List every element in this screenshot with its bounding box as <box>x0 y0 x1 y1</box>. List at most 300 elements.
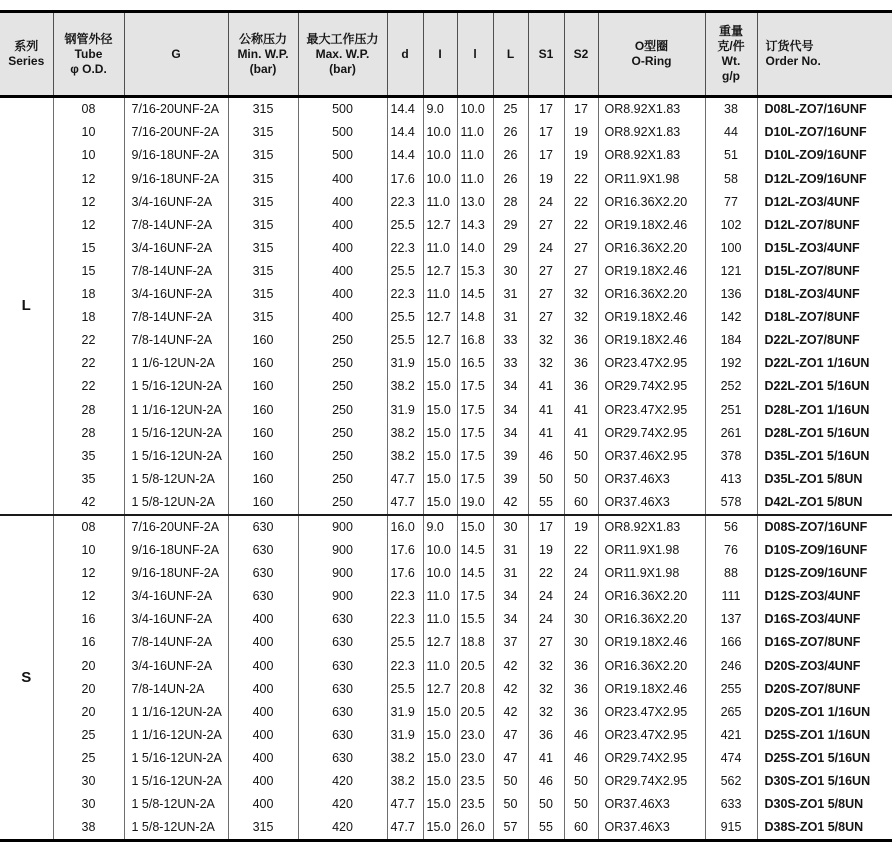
cell-s2: 30 <box>564 608 598 631</box>
cell-ell: 16.8 <box>457 329 493 352</box>
cell-oring: OR19.18X2.46 <box>598 306 705 329</box>
cell-minwp: 315 <box>228 167 298 190</box>
cell-oring: OR29.74X2.95 <box>598 375 705 398</box>
cell-s1: 17 <box>528 121 564 144</box>
cell-g: 1 5/8-12UN-2A <box>124 816 228 841</box>
cell-minwp: 400 <box>228 677 298 700</box>
cell-lcap: 50 <box>493 770 528 793</box>
cell-maxwp: 400 <box>298 237 387 260</box>
cell-g: 7/8-14UNF-2A <box>124 260 228 283</box>
cell-i: 15.0 <box>423 793 457 816</box>
fitting-spec-table <box>0 10 892 842</box>
cell-wt: 137 <box>705 608 757 631</box>
header-label-line: (bar) <box>329 61 356 76</box>
cell-maxwp: 250 <box>298 329 387 352</box>
cell-ell: 14.5 <box>457 283 493 306</box>
cell-lcap: 26 <box>493 144 528 167</box>
header-cell-s1 <box>528 12 564 97</box>
cell-minwp: 160 <box>228 375 298 398</box>
table-row <box>0 816 892 841</box>
cell-oring: OR19.18X2.46 <box>598 329 705 352</box>
cell-i: 15.0 <box>423 398 457 421</box>
cell-s1: 41 <box>528 375 564 398</box>
cell-minwp: 400 <box>228 724 298 747</box>
cell-s1: 50 <box>528 793 564 816</box>
cell-maxwp: 400 <box>298 213 387 236</box>
cell-minwp: 400 <box>228 793 298 816</box>
cell-ell: 17.5 <box>457 421 493 444</box>
header-cell-g <box>124 12 228 97</box>
cell-minwp: 315 <box>228 97 298 122</box>
cell-tube: 16 <box>53 608 124 631</box>
cell-minwp: 630 <box>228 562 298 585</box>
cell-order: D08S-ZO7/16UNF <box>757 515 892 539</box>
cell-s2: 32 <box>564 283 598 306</box>
cell-order: D30S-ZO1 5/16UN <box>764 774 871 789</box>
cell-maxwp: 500 <box>298 144 387 167</box>
cell-d: 22.3 <box>387 283 423 306</box>
header-label-line: Series <box>8 54 45 68</box>
cell-oring: OR23.47X2.95 <box>598 398 705 421</box>
cell-lcap: 31 <box>493 539 528 562</box>
cell-i: 15.0 <box>423 352 457 375</box>
header-row <box>0 12 892 97</box>
cell-i: 15.0 <box>423 421 457 444</box>
cell-d: 25.5 <box>387 329 423 352</box>
header-label-line: g/p <box>722 69 740 83</box>
cell-s1: 46 <box>528 444 564 467</box>
cell-minwp: 630 <box>228 585 298 608</box>
cell-maxwp: 630 <box>298 677 387 700</box>
cell-maxwp: 400 <box>298 306 387 329</box>
cell-oring: OR23.47X2.95 <box>598 700 705 723</box>
cell-maxwp: 400 <box>298 190 387 213</box>
cell-wt: 58 <box>705 167 757 190</box>
cell-d: 31.9 <box>387 352 423 375</box>
cell-order: D12S-ZO3/4UNF <box>764 589 861 604</box>
cell-lcap: 42 <box>493 491 528 515</box>
cell-tube: 12 <box>53 213 124 236</box>
cell-lcap: 30 <box>493 515 528 539</box>
cell-i: 11.0 <box>423 608 457 631</box>
cell-s2: 24 <box>564 562 598 585</box>
cell-i: 12.7 <box>423 631 457 654</box>
cell-wt: 251 <box>705 398 757 421</box>
cell-tube: 18 <box>53 306 124 329</box>
cell-wt: 44 <box>705 121 757 144</box>
cell-tube: 12 <box>53 167 124 190</box>
table-row <box>0 793 892 816</box>
cell-s1: 27 <box>528 260 564 283</box>
cell-s1: 32 <box>528 677 564 700</box>
cell-order: D22L-ZO7/8UNF <box>764 333 860 348</box>
header-label-line: 克/件 <box>717 39 745 53</box>
cell-maxwp: 900 <box>298 539 387 562</box>
cell-s1: 32 <box>528 654 564 677</box>
cell-lcap: 39 <box>493 468 528 491</box>
cell-ell: 17.5 <box>457 398 493 421</box>
cell-i: 10.0 <box>423 539 457 562</box>
header-cell-lcap <box>493 12 528 97</box>
cell-s2: 36 <box>564 329 598 352</box>
cell-lcap: 25 <box>493 97 528 122</box>
cell-lcap: 28 <box>493 190 528 213</box>
table-row <box>0 585 892 608</box>
cell-lcap: 31 <box>493 306 528 329</box>
cell-order: D28L-ZO1 5/16UN <box>764 425 870 440</box>
cell-i: 9.0 <box>423 97 457 122</box>
cell-i: 15.0 <box>423 816 457 841</box>
cell-d: 47.7 <box>387 491 423 515</box>
cell-order: D35L-ZO1 5/16UN <box>764 448 870 463</box>
cell-wt: 633 <box>705 793 757 816</box>
cell-s2: 17 <box>564 97 598 122</box>
cell-minwp: 160 <box>228 444 298 467</box>
cell-s2: 50 <box>564 444 598 467</box>
table-row <box>0 770 892 793</box>
table-row <box>0 539 892 562</box>
table-row <box>0 283 892 306</box>
cell-minwp: 160 <box>228 491 298 515</box>
cell-maxwp: 400 <box>298 283 387 306</box>
cell-wt: 421 <box>705 724 757 747</box>
cell-s2: 50 <box>564 770 598 793</box>
table-row <box>0 213 892 236</box>
cell-lcap: 57 <box>493 816 528 841</box>
cell-order: D16S-ZO3/4UNF <box>764 612 861 627</box>
cell-minwp: 315 <box>228 213 298 236</box>
cell-minwp: 315 <box>228 283 298 306</box>
header-label-line: Max. W.P. <box>315 46 370 61</box>
cell-oring: OR37.46X3 <box>598 816 705 841</box>
series-label: L <box>0 97 53 515</box>
cell-wt: 136 <box>705 283 757 306</box>
header-label-line: Order No. <box>765 54 821 68</box>
cell-order: D25S-ZO1 5/16UN <box>764 750 871 765</box>
cell-tube: 35 <box>53 444 124 467</box>
cell-wt: 252 <box>705 375 757 398</box>
cell-g: 1 5/8-12UN-2A <box>124 468 228 491</box>
cell-s1: 32 <box>528 700 564 723</box>
cell-lcap: 30 <box>493 260 528 283</box>
cell-ell: 14.0 <box>457 237 493 260</box>
table-row <box>0 237 892 260</box>
cell-lcap: 42 <box>493 654 528 677</box>
header-cell-order <box>757 12 892 97</box>
cell-minwp: 400 <box>228 747 298 770</box>
cell-wt: 111 <box>705 585 757 608</box>
cell-d: 22.3 <box>387 237 423 260</box>
cell-minwp: 160 <box>228 468 298 491</box>
cell-wt: 578 <box>705 491 757 515</box>
cell-oring: OR16.36X2.20 <box>598 585 705 608</box>
cell-s1: 17 <box>528 97 564 122</box>
cell-minwp: 315 <box>228 306 298 329</box>
cell-tube: 22 <box>53 375 124 398</box>
cell-ell: 14.5 <box>457 539 493 562</box>
cell-d: 22.3 <box>387 190 423 213</box>
cell-g: 3/4-16UNF-2A <box>124 237 228 260</box>
cell-tube: 10 <box>53 539 124 562</box>
cell-tube: 20 <box>53 700 124 723</box>
cell-s2: 36 <box>564 654 598 677</box>
cell-wt: 38 <box>705 97 757 122</box>
cell-tube: 10 <box>53 144 124 167</box>
cell-s1: 32 <box>528 329 564 352</box>
cell-lcap: 42 <box>493 700 528 723</box>
cell-i: 15.0 <box>423 770 457 793</box>
cell-i: 10.0 <box>423 167 457 190</box>
cell-ell: 18.8 <box>457 631 493 654</box>
cell-wt: 261 <box>705 421 757 444</box>
cell-tube: 15 <box>53 260 124 283</box>
cell-g: 9/16-18UNF-2A <box>124 167 228 190</box>
cell-i: 11.0 <box>423 654 457 677</box>
cell-d: 25.5 <box>387 260 423 283</box>
cell-tube: 30 <box>53 793 124 816</box>
table-row <box>0 515 892 539</box>
table-row <box>0 444 892 467</box>
cell-ell: 17.5 <box>457 585 493 608</box>
cell-maxwp: 250 <box>298 421 387 444</box>
cell-s2: 36 <box>564 352 598 375</box>
cell-tube: 25 <box>53 747 124 770</box>
cell-lcap: 34 <box>493 585 528 608</box>
cell-order: D10S-ZO9/16UNF <box>764 543 868 558</box>
table-row <box>0 724 892 747</box>
cell-oring: OR8.92X1.83 <box>598 144 705 167</box>
cell-order: D18L-ZO3/4UNF <box>764 287 860 302</box>
header-label-line: l <box>473 46 477 61</box>
cell-minwp: 630 <box>228 515 298 539</box>
cell-minwp: 630 <box>228 539 298 562</box>
cell-i: 12.7 <box>423 329 457 352</box>
cell-lcap: 47 <box>493 747 528 770</box>
table-row <box>0 608 892 631</box>
cell-oring: OR16.36X2.20 <box>598 190 705 213</box>
table-row <box>0 306 892 329</box>
cell-tube: 25 <box>53 724 124 747</box>
cell-maxwp: 400 <box>298 167 387 190</box>
cell-maxwp: 250 <box>298 352 387 375</box>
cell-tube: 15 <box>53 237 124 260</box>
cell-tube: 35 <box>53 468 124 491</box>
cell-g: 1 5/8-12UN-2A <box>124 491 228 515</box>
cell-wt: 192 <box>705 352 757 375</box>
cell-ell: 23.5 <box>457 770 493 793</box>
cell-ell: 20.5 <box>457 654 493 677</box>
cell-lcap: 34 <box>493 398 528 421</box>
cell-order: D12L-ZO7/8UNF <box>764 217 860 232</box>
cell-d: 16.0 <box>387 515 423 539</box>
cell-order: D20S-ZO3/4UNF <box>764 658 861 673</box>
cell-minwp: 315 <box>228 190 298 213</box>
cell-i: 15.0 <box>423 491 457 515</box>
cell-d: 14.4 <box>387 97 423 122</box>
cell-i: 12.7 <box>423 306 457 329</box>
cell-lcap: 50 <box>493 793 528 816</box>
cell-d: 17.6 <box>387 539 423 562</box>
cell-wt: 166 <box>705 631 757 654</box>
cell-g: 7/8-14UNF-2A <box>124 213 228 236</box>
cell-lcap: 33 <box>493 329 528 352</box>
header-cell-minwp <box>228 12 298 97</box>
cell-oring: OR23.47X2.95 <box>598 724 705 747</box>
cell-minwp: 315 <box>228 260 298 283</box>
header-label-line: 公称压力 <box>238 31 287 46</box>
cell-oring: OR11.9X1.98 <box>598 562 705 585</box>
cell-oring: OR8.92X1.83 <box>598 515 705 539</box>
cell-order: D30S-ZO1 5/8UN <box>764 797 864 812</box>
header-label-line: φ O.D. <box>70 61 107 76</box>
cell-ell: 15.5 <box>457 608 493 631</box>
cell-d: 38.2 <box>387 444 423 467</box>
cell-s1: 55 <box>528 816 564 841</box>
cell-s1: 24 <box>528 237 564 260</box>
cell-order: D12L-ZO9/16UNF <box>764 171 867 186</box>
cell-order: D22L-ZO1 1/16UN <box>764 356 870 371</box>
cell-order: D38S-ZO1 5/8UN <box>764 820 864 835</box>
table-body <box>0 97 892 841</box>
cell-wt: 184 <box>705 329 757 352</box>
cell-g: 7/8-14UNF-2A <box>124 631 228 654</box>
cell-s2: 46 <box>564 747 598 770</box>
cell-lcap: 26 <box>493 167 528 190</box>
cell-i: 9.0 <box>423 515 457 539</box>
cell-s1: 27 <box>528 631 564 654</box>
cell-i: 10.0 <box>423 144 457 167</box>
cell-oring: OR8.92X1.83 <box>598 121 705 144</box>
cell-d: 25.5 <box>387 631 423 654</box>
cell-d: 38.2 <box>387 375 423 398</box>
cell-i: 12.7 <box>423 677 457 700</box>
cell-g: 7/16-20UNF-2A <box>124 515 228 539</box>
cell-i: 15.0 <box>423 468 457 491</box>
cell-ell: 17.5 <box>457 468 493 491</box>
cell-wt: 562 <box>705 770 757 793</box>
cell-g: 9/16-18UNF-2A <box>124 562 228 585</box>
header-label-line: 系列 <box>14 39 39 53</box>
cell-oring: OR19.18X2.46 <box>598 213 705 236</box>
cell-maxwp: 420 <box>298 816 387 841</box>
cell-order: D20S-ZO1 1/16UN <box>764 704 871 719</box>
header-label-line: L <box>506 46 515 61</box>
cell-maxwp: 250 <box>298 468 387 491</box>
cell-tube: 28 <box>53 398 124 421</box>
cell-tube: 28 <box>53 421 124 444</box>
cell-g: 3/4-16UNF-2A <box>124 585 228 608</box>
cell-g: 3/4-16UNF-2A <box>124 283 228 306</box>
header-label-line: d <box>401 46 409 61</box>
cell-i: 15.0 <box>423 444 457 467</box>
table-row <box>0 329 892 352</box>
cell-tube: 10 <box>53 121 124 144</box>
cell-g: 1 5/16-12UN-2A <box>124 747 228 770</box>
cell-s1: 41 <box>528 421 564 444</box>
header-cell-maxwp <box>298 12 387 97</box>
cell-s2: 36 <box>564 677 598 700</box>
cell-ell: 23.5 <box>457 793 493 816</box>
cell-lcap: 31 <box>493 562 528 585</box>
header-label-line: Min. W.P. <box>237 46 289 61</box>
cell-s1: 36 <box>528 724 564 747</box>
cell-d: 17.6 <box>387 562 423 585</box>
cell-ell: 11.0 <box>457 144 493 167</box>
cell-s2: 22 <box>564 190 598 213</box>
cell-wt: 100 <box>705 237 757 260</box>
cell-minwp: 160 <box>228 352 298 375</box>
cell-g: 1 5/8-12UN-2A <box>124 793 228 816</box>
cell-i: 10.0 <box>423 562 457 585</box>
header-cell-d <box>387 12 423 97</box>
cell-oring: OR19.18X2.46 <box>598 260 705 283</box>
header-cell-ell <box>457 12 493 97</box>
cell-wt: 51 <box>705 144 757 167</box>
cell-ell: 23.0 <box>457 724 493 747</box>
series-label: S <box>0 515 53 841</box>
cell-order: D20S-ZO7/8UNF <box>764 681 861 696</box>
cell-order: D12L-ZO3/4UNF <box>764 194 860 209</box>
cell-order: D35L-ZO1 5/8UN <box>764 471 863 486</box>
cell-maxwp: 500 <box>298 97 387 122</box>
cell-s1: 46 <box>528 770 564 793</box>
cell-g: 1 1/16-12UN-2A <box>124 700 228 723</box>
cell-oring: OR19.18X2.46 <box>598 677 705 700</box>
cell-ell: 26.0 <box>457 816 493 841</box>
cell-oring: OR37.46X3 <box>598 468 705 491</box>
cell-i: 12.7 <box>423 213 457 236</box>
cell-d: 31.9 <box>387 724 423 747</box>
cell-s2: 32 <box>564 306 598 329</box>
cell-tube: 20 <box>53 654 124 677</box>
cell-tube: 08 <box>53 515 124 539</box>
cell-tube: 20 <box>53 677 124 700</box>
cell-minwp: 400 <box>228 654 298 677</box>
cell-s2: 36 <box>564 375 598 398</box>
cell-g: 1 5/16-12UN-2A <box>124 770 228 793</box>
cell-s2: 30 <box>564 631 598 654</box>
cell-g: 7/16-20UNF-2A <box>124 121 228 144</box>
cell-oring: OR37.46X3 <box>598 793 705 816</box>
cell-g: 1 1/16-12UN-2A <box>124 724 228 747</box>
cell-s2: 41 <box>564 421 598 444</box>
cell-wt: 121 <box>705 260 757 283</box>
cell-d: 38.2 <box>387 747 423 770</box>
cell-d: 47.7 <box>387 816 423 841</box>
cell-lcap: 47 <box>493 724 528 747</box>
cell-wt: 474 <box>705 747 757 770</box>
table-row <box>0 654 892 677</box>
table-row <box>0 144 892 167</box>
header-label-line: Wt. <box>721 54 741 68</box>
cell-minwp: 315 <box>228 816 298 841</box>
cell-lcap: 34 <box>493 375 528 398</box>
cell-s2: 60 <box>564 816 598 841</box>
cell-order: D15L-ZO7/8UNF <box>764 263 860 278</box>
cell-maxwp: 630 <box>298 700 387 723</box>
cell-g: 7/8-14UNF-2A <box>124 329 228 352</box>
cell-lcap: 34 <box>493 608 528 631</box>
cell-tube: 42 <box>53 491 124 515</box>
cell-ell: 19.0 <box>457 491 493 515</box>
cell-g: 1 5/16-12UN-2A <box>124 375 228 398</box>
cell-s2: 19 <box>564 515 598 539</box>
cell-order: D16S-ZO7/8UNF <box>764 635 861 650</box>
header-cell-wt <box>705 12 757 97</box>
cell-ell: 11.0 <box>457 167 493 190</box>
cell-i: 15.0 <box>423 724 457 747</box>
cell-i: 15.0 <box>423 700 457 723</box>
